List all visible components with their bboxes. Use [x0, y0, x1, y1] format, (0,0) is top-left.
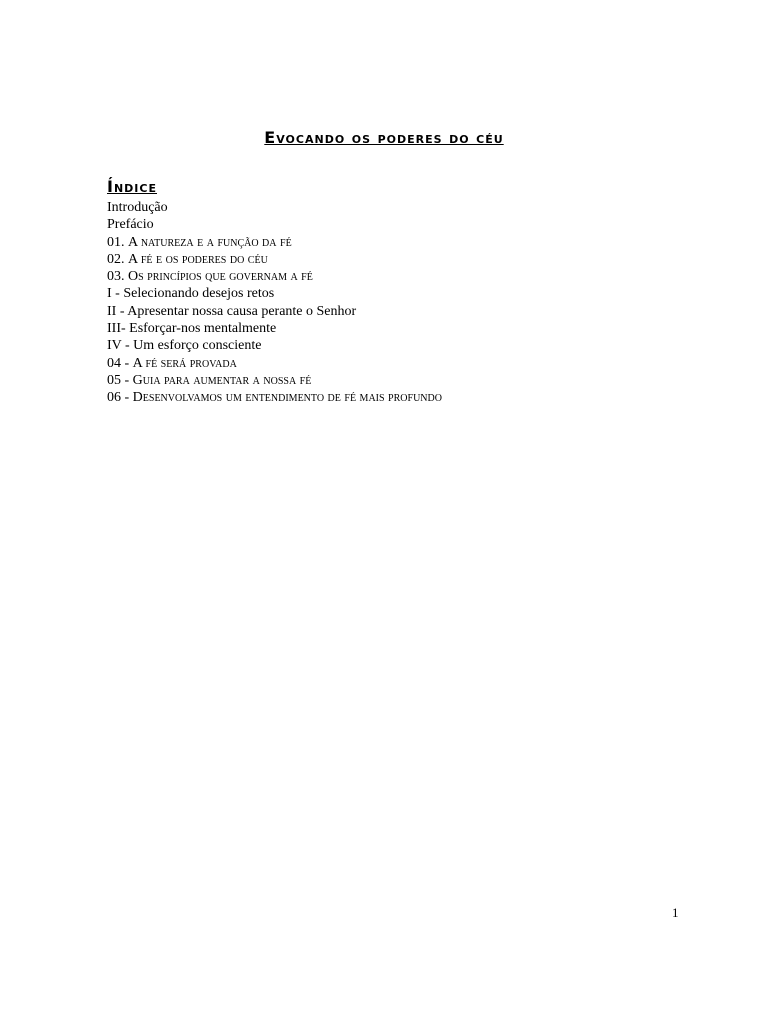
- toc-item-prefix: 04 -: [107, 355, 133, 371]
- toc-item: [107, 355, 442, 372]
- toc-item: [107, 268, 442, 285]
- toc-item-text: Desenvolvamos um entendimento de fé mais profundo: [132, 390, 442, 406]
- page-number: 1: [672, 905, 679, 920]
- toc-item-prefix: III- Esforçar-nos mentalmente: [107, 321, 277, 337]
- toc-item: [107, 320, 442, 337]
- toc-item: [107, 234, 442, 251]
- toc-item: [107, 372, 442, 389]
- toc-item-prefix: IV - Um esforço consciente: [107, 338, 262, 354]
- toc-item-prefix: 06 -: [107, 390, 133, 406]
- toc-item-prefix: 05 -: [107, 372, 133, 388]
- toc-item-prefix: II - Apresentar nossa causa perante o Senhor: [107, 303, 357, 319]
- toc-item: [107, 216, 442, 233]
- toc-item: [107, 285, 442, 302]
- toc-item-prefix: 02.: [107, 251, 128, 267]
- document-title: Evocando os poderes do céu: [264, 128, 504, 147]
- toc-item-prefix: 03.: [107, 269, 128, 285]
- toc-item-prefix: 01.: [107, 234, 128, 250]
- toc-item-prefix: Introdução: [107, 200, 168, 215]
- toc-item: [107, 251, 442, 268]
- toc-item-text: A fé e os poderes do céu: [128, 251, 268, 267]
- table-of-contents: [107, 199, 442, 407]
- toc-item-prefix: I - Selecionando desejos retos: [107, 286, 275, 302]
- toc-item-text: Os princípios que governam a fé: [128, 269, 313, 285]
- toc-heading: Índice: [107, 177, 157, 196]
- toc-item: [107, 303, 442, 320]
- toc-item-text: A fé será provada: [132, 355, 237, 371]
- toc-item: [107, 199, 442, 216]
- toc-item-text: Guia para aumentar a nossa fé: [132, 372, 312, 388]
- toc-item: [107, 337, 442, 354]
- toc-item: [107, 389, 442, 406]
- toc-item-text: A natureza e a função da fé: [128, 234, 292, 250]
- toc-item-prefix: Prefácio: [107, 217, 154, 233]
